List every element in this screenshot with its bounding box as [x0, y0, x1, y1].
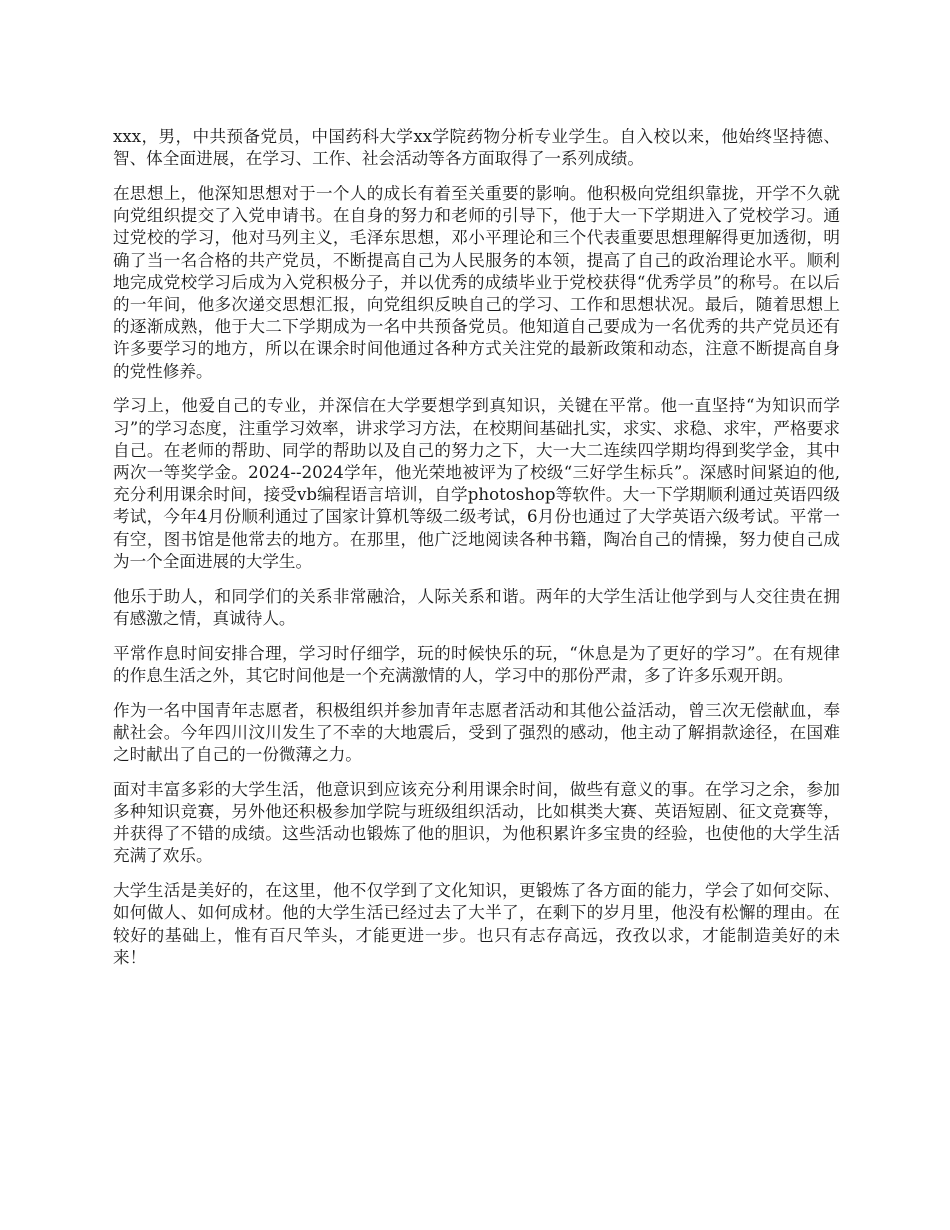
paragraph-volunteer: 作为一名中国青年志愿者，积极组织并参加青年志愿者活动和其他公益活动，曾三次无偿献血，奉献社会。今年四川汶川发生了不幸的大地震后，受到了强烈的感动，他主动了解捐款途径，在国难之时献出了自己的一份微薄之力。 [113, 700, 840, 765]
paragraph-intro: xxx，男，中共预备党员，中国药科大学xx学院药物分析专业学生。自入校以来，他始终坚持德、智、体全面进展，在学习、工作、社会活动等各方面取得了一系列成绩。 [113, 127, 840, 169]
paragraph-thought: 在思想上，他深知思想对于一个人的成长有着至关重要的影响。他积极向党组织靠拢，开学不久就向党组织提交了入党申请书。在自身的努力和老师的引导下，他于大一下学期进入了党校学习。通过党校的学习，他对马列主义，毛泽东思想，邓小平理论和三个代表重要思想理解得更加透彻，明确了当一名合格的共产党员，不断提高自己为人民服务的本领，提高了自己的政治理论水平。顺利地完成党校学习后成为入党积极分子，并以优秀的成绩毕业于党校获得“优秀学员”的称号。在以后的一年间，他多次递交思想汇报，向党组织反映自己的学习、工作和思想状况。最后，随着思想上的逐渐成熟，他于大二下学期成为一名中共预备党员。他知道自己要成为一名优秀的共产党员还有许多要学习的地方，所以在课余时间他通过各种方式关注党的最新政策和动态，注意不断提高自身的党性修养。 [113, 184, 840, 381]
paragraph-relations: 他乐于助人，和同学们的关系非常融洽，人际关系和谐。两年的大学生活让他学到与人交往贵在拥有感激之情，真诚待人。 [113, 586, 840, 628]
document-body [113, 126, 840, 982]
paragraph-study: 学习上，他爱自己的专业，并深信在大学要想学到真知识，关键在平常。他一直坚持“为知识而学习”的学习态度，注重学习效率，讲求学习方法，在校期间基础扎实，求实、求稳、求牢，严格要求自己。在老师的帮助、同学的帮助以及自己的努力之下，大一大二连续四学期均得到奖学金，其中两次一等奖学金。2024--2024学年，他光荣地被评为了校级“三好学生标兵”。深感时间紧迫的他,充分利用课余时间，接受vb编程语言培训，自学photoshop等软件。大一下学期顺利通过英语四级考试，今年4月份顺利通过了国家计算机等级二级考试，6月份也通过了大学英语六级考试。平常一有空，图书馆是他常去的地方。在那里，他广泛地阅读各种书籍，陶冶自己的情操，努力使自己成为一个全面进展的大学生。 [113, 396, 840, 571]
paragraph-activities: 面对丰富多彩的大学生活，他意识到应该充分利用课余时间，做些有意义的事。在学习之余，参加多种知识竞赛，另外他还积极参加学院与班级组织活动，比如棋类大赛、英语短剧、征文竞赛等，并获得了不错的成绩。这些活动也锻炼了他的胆识，为他积累许多宝贵的经验，也使他的大学生活充满了欢乐。 [113, 779, 840, 866]
paragraph-conclusion: 大学生活是美好的，在这里，他不仅学到了文化知识，更锻炼了各方面的能力，学会了如何交际、如何做人、如何成材。他的大学生活已经过去了大半了，在剩下的岁月里，他没有松懈的理由。在较好的基础上，惟有百尺竿头，才能更进一步。也只有志存高远，孜孜以求，才能制造美好的未来！ [113, 881, 840, 967]
paragraph-routine: 平常作息时间安排合理，学习时仔细学，玩的时候快乐的玩，“休息是为了更好的学习”。在有规律的作息生活之外，其它时间他是一个充满激情的人，学习中的那份严肃，多了许多乐观开朗。 [113, 643, 840, 685]
